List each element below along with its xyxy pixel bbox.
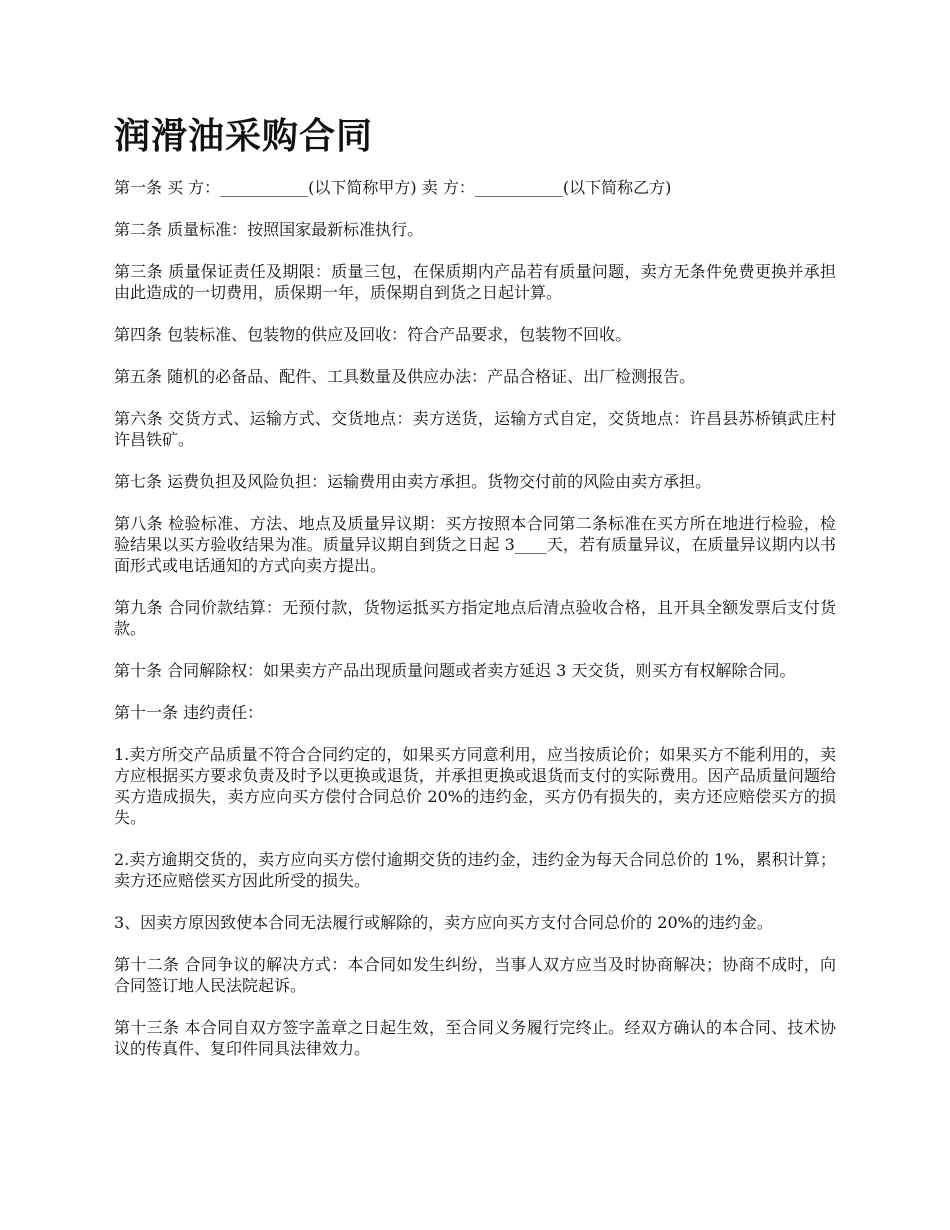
clause-7-freight-risk: 第七条 运费负担及风险负担：运输费用由卖方承担。货物交付前的风险由卖方承担。: [114, 472, 712, 491]
clause-4-packaging: 第四条 包装标准、包装物的供应及回收：符合产品要求，包装物不回收。: [114, 325, 632, 344]
clause-1-parties: 第一条 买 方：___________(以下简称甲方) 卖 方：___________(以下简称乙方): [114, 178, 672, 197]
clause-11-item-1: 1.卖方所交产品质量不符合合同约定的，如果买方同意利用，应当按质论价；如果买方不能利用的，卖方应根据买方要求负责及时予以更换或退货，并承担更换或退货而支付的实际费用。因产品质量问题给买方造成损失，卖方应向买方偿付合同总价 20%的违约金，买方仍有损失的，卖方还应赔偿买方的损失。: [114, 745, 836, 827]
clause-9-settlement: 第九条 合同价款结算：无预付款，货物运抵买方指定地点后清点验收合格，且开具全额发票后支付货款。: [114, 598, 836, 638]
clause-10-termination: 第十条 合同解除权：如果卖方产品出现质量问题或者卖方延迟 3 天交货，则买方有权解除合同。: [114, 661, 796, 680]
clause-11-liability-heading: 第十一条 违约责任：: [114, 703, 264, 722]
clause-12-disputes: 第十二条 合同争议的解决方式：本合同如发生纠纷，当事人双方应当及时协商解决；协商不成时，向合同签订地人民法院起诉。: [114, 955, 836, 995]
document-title: 润滑油采购合同: [114, 115, 374, 157]
clause-5-accessories: 第五条 随机的必备品、配件、工具数量及供应办法：产品合格证、出厂检测报告。: [114, 367, 696, 386]
clause-3-warranty: 第三条 质量保证责任及期限：质量三包，在保质期内产品若有质量问题，卖方无条件免费更换并承担由此造成的一切费用，质保期一年，质保期自到货之日起计算。: [114, 262, 836, 302]
clause-8-inspection: 第八条 检验标准、方法、地点及质量异议期：买方按照本合同第二条标准在买方所在地进行检验，检验结果以买方验收结果为准。质量异议期自到货之日起 3____天，若有质量异议，在质量异议期内以书面形式或电话通知的方式向卖方提出。: [114, 514, 836, 575]
clause-11-item-3: 3、因卖方原因致使本合同无法履行或解除的，卖方应向买方支付合同总价的 20%的违约金。: [114, 913, 773, 932]
clause-11-item-2: 2.卖方逾期交货的，卖方应向买方偿付逾期交货的违约金，违约金为每天合同总价的 1%，累积计算；卖方还应赔偿买方因此所受的损失。: [114, 850, 836, 890]
clause-2-quality-standard: 第二条 质量标准：按照国家最新标准执行。: [114, 220, 424, 239]
document-page: [114, 112, 836, 1080]
clause-6-delivery: 第六条 交货方式、运输方式、交货地点：卖方送货，运输方式自定，交货地点：许昌县苏桥镇武庄村许昌铁矿。: [114, 409, 836, 449]
clause-13-effectiveness: 第十三条 本合同自双方签字盖章之日起生效，至合同义务履行完终止。经双方确认的本合同、技术协议的传真件、复印件同具法律效力。: [114, 1018, 836, 1058]
